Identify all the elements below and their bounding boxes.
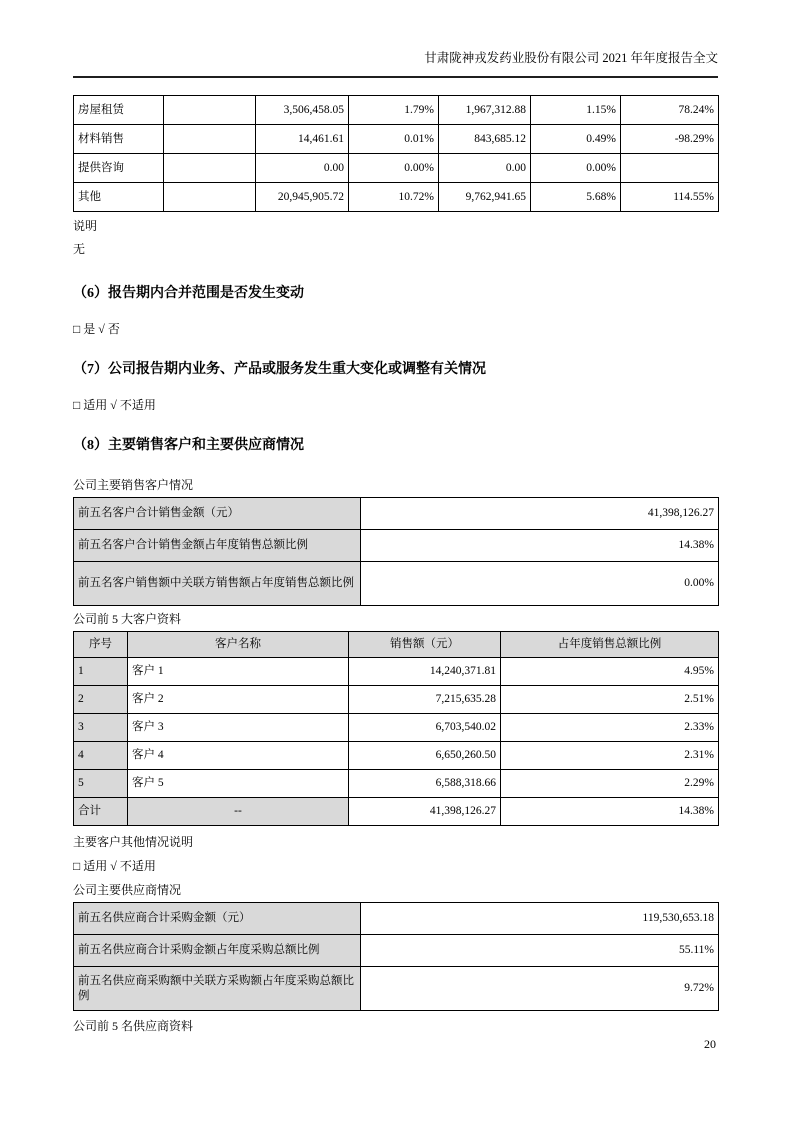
- table-cell: 客户 2: [128, 686, 349, 714]
- table-row: [74, 658, 719, 686]
- table-cell: 1,967,312.88: [439, 96, 531, 125]
- table-cell: 0.00%: [349, 154, 439, 183]
- table-cell: [164, 125, 256, 154]
- table-cell: 前五名客户合计销售金额（元）: [74, 498, 361, 530]
- table-row: [74, 686, 719, 714]
- table-cell: 6,588,318.66: [349, 770, 501, 798]
- table-cell: 2: [74, 686, 128, 714]
- table-cell: 前五名客户合计销售金额占年度销售总额比例: [74, 530, 361, 562]
- table-row: [74, 935, 719, 967]
- section6-choice: □ 是 √ 否: [73, 322, 120, 336]
- table-cell: 0.00: [256, 154, 349, 183]
- table-cell: 前五名供应商采购额中关联方采购额占年度采购总额比例: [74, 967, 361, 1011]
- table-cell: 114.55%: [621, 183, 719, 212]
- table-cell: 20,945,905.72: [256, 183, 349, 212]
- table-row: [74, 562, 719, 606]
- table-cell: [164, 183, 256, 212]
- table-row: [74, 967, 719, 1011]
- header-title: 甘肃陇神戎发药业股份有限公司 2021 年年度报告全文: [424, 51, 718, 65]
- table-cell: 合计: [74, 798, 128, 826]
- table-cell: 6,650,260.50: [349, 742, 501, 770]
- table-cell: -98.29%: [621, 125, 719, 154]
- table-cell: 843,685.12: [439, 125, 531, 154]
- table-cell: 其他: [74, 183, 164, 212]
- customers-summary-title: 公司主要销售客户情况: [73, 478, 194, 492]
- table-cell: 14.38%: [361, 530, 719, 562]
- table-cell: 0.01%: [349, 125, 439, 154]
- notes-label: 说明: [73, 219, 98, 233]
- column-header: 序号: [74, 632, 128, 658]
- section7-choice: □ 适用 √ 不适用: [73, 398, 156, 412]
- section7-heading: （7）公司报告期内业务、产品或服务发生重大变化或调整有关情况: [73, 362, 486, 377]
- table-cell: 4: [74, 742, 128, 770]
- table-row: [74, 498, 719, 530]
- section6-heading: （6）报告期内合并范围是否发生变动: [73, 286, 304, 301]
- table-cell: 41,398,126.27: [361, 498, 719, 530]
- table-cell: 2.31%: [501, 742, 719, 770]
- column-header: 销售额（元）: [349, 632, 501, 658]
- top5-customers-table: [73, 631, 719, 826]
- table-cell: 材料销售: [74, 125, 164, 154]
- table-cell: 客户 4: [128, 742, 349, 770]
- suppliers-summary-table: [73, 902, 719, 1011]
- page-number: 20: [704, 1037, 716, 1051]
- table-cell: 119,530,653.18: [361, 903, 719, 935]
- table-cell: 9.72%: [361, 967, 719, 1011]
- table-cell: 6,703,540.02: [349, 714, 501, 742]
- table-header-row: [74, 632, 719, 658]
- table-cell: 提供咨询: [74, 154, 164, 183]
- table-cell: 客户 1: [128, 658, 349, 686]
- table-cell: 1.15%: [531, 96, 621, 125]
- top5-suppliers-title: 公司前 5 名供应商资料: [73, 1019, 194, 1033]
- table-cell: 3: [74, 714, 128, 742]
- table-cell: --: [128, 798, 349, 826]
- column-header: 占年度销售总额比例: [501, 632, 719, 658]
- table-cell: 0.49%: [531, 125, 621, 154]
- table-cell: 0.00%: [531, 154, 621, 183]
- revenue-breakdown-table: [73, 95, 719, 212]
- table-row: [74, 903, 719, 935]
- table-cell: 41,398,126.27: [349, 798, 501, 826]
- table-cell: 0.00: [439, 154, 531, 183]
- table-cell: 7,215,635.28: [349, 686, 501, 714]
- customers-other-label: 主要客户其他情况说明: [73, 835, 194, 849]
- table-cell: [164, 96, 256, 125]
- customers-other-choice: □ 适用 √ 不适用: [73, 859, 156, 873]
- table-row: [74, 742, 719, 770]
- table-cell: 78.24%: [621, 96, 719, 125]
- table-cell: [164, 154, 256, 183]
- table-cell: 2.51%: [501, 686, 719, 714]
- table-cell: 14,240,371.81: [349, 658, 501, 686]
- table-row: [74, 770, 719, 798]
- table-cell: 客户 5: [128, 770, 349, 798]
- table-cell: 14.38%: [501, 798, 719, 826]
- table-cell: 前五名供应商合计采购金额（元）: [74, 903, 361, 935]
- table-cell: 5: [74, 770, 128, 798]
- table-cell: 14,461.61: [256, 125, 349, 154]
- table-row: [74, 96, 719, 125]
- table-cell: 1: [74, 658, 128, 686]
- document-header: [73, 50, 718, 78]
- section8-heading: （8）主要销售客户和主要供应商情况: [73, 438, 304, 453]
- table-cell: 9,762,941.65: [439, 183, 531, 212]
- table-row: [74, 154, 719, 183]
- table-row: [74, 798, 719, 826]
- table-cell: 2.33%: [501, 714, 719, 742]
- top5-customers-title: 公司前 5 大客户资料: [73, 612, 182, 626]
- table-cell: 客户 3: [128, 714, 349, 742]
- table-cell: [621, 154, 719, 183]
- table-row: [74, 714, 719, 742]
- table-cell: 1.79%: [349, 96, 439, 125]
- suppliers-summary-title: 公司主要供应商情况: [73, 883, 182, 897]
- table-row: [74, 125, 719, 154]
- table-cell: 5.68%: [531, 183, 621, 212]
- table-cell: 4.95%: [501, 658, 719, 686]
- table-cell: 10.72%: [349, 183, 439, 212]
- table-cell: 0.00%: [361, 562, 719, 606]
- column-header: 客户名称: [128, 632, 349, 658]
- table-row: [74, 183, 719, 212]
- customers-summary-table: [73, 497, 719, 606]
- notes-content: 无: [73, 242, 86, 256]
- table-cell: 前五名客户销售额中关联方销售额占年度销售总额比例: [74, 562, 361, 606]
- table-cell: 房屋租赁: [74, 96, 164, 125]
- table-cell: 3,506,458.05: [256, 96, 349, 125]
- table-cell: 2.29%: [501, 770, 719, 798]
- table-cell: 55.11%: [361, 935, 719, 967]
- table-cell: 前五名供应商合计采购金额占年度采购总额比例: [74, 935, 361, 967]
- table-row: [74, 530, 719, 562]
